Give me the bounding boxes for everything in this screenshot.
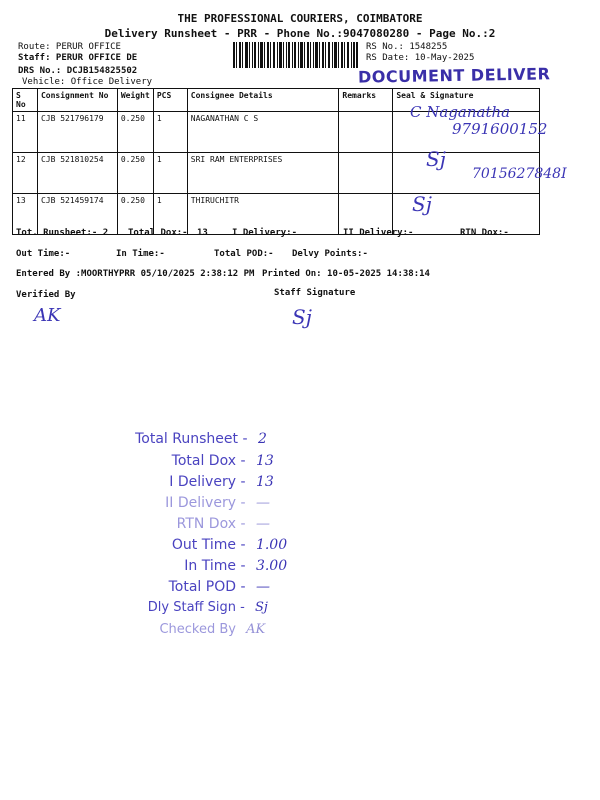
- row12-sig-phone: 7015627848I: [472, 166, 567, 182]
- cell-remarks: [339, 153, 393, 194]
- row12-sig-name: Sj: [426, 147, 446, 171]
- stamp-line-value: 13: [255, 453, 274, 469]
- stamp-line-label: RTN Dox: [176, 516, 236, 532]
- cell-pcs: 1: [153, 194, 187, 235]
- cell-sno: 12: [13, 153, 38, 194]
- cell-consignment: CJB 521796179: [37, 112, 117, 153]
- cell-sno: 13: [13, 194, 38, 235]
- stamp-line: In Time - 3.00: [148, 558, 287, 574]
- printed-on: Printed On: 10-05-2025 14:38:14: [262, 269, 430, 279]
- row11-sig-phone: 9791600152: [452, 120, 548, 138]
- rs-date: RS Date: 10-May-2025: [366, 53, 475, 63]
- stamp-line-value: 2: [257, 431, 267, 447]
- tot-runsheet: Tot. Runsheet:- 2: [16, 228, 109, 238]
- total-pod: Total POD:-: [214, 249, 274, 259]
- verified-by-label: Verified By: [16, 290, 76, 300]
- stamp-line: Total POD - —: [148, 579, 270, 595]
- cell-weight: 0.250: [117, 153, 153, 194]
- staff-label: Staff: PERUR OFFICE DE: [18, 53, 138, 63]
- stamp-line-label: Checked By: [159, 622, 236, 637]
- cell-consignee: NAGANATHAN C S: [187, 112, 339, 153]
- stamp-line-value: 13: [255, 474, 274, 490]
- vehicle-label: Vehicle: Office Delivery: [22, 77, 153, 87]
- delvy-points: Delvy Points:-: [292, 249, 368, 259]
- stamp-line-value: Sj: [254, 600, 268, 615]
- stamp-line-value: AK: [246, 622, 266, 637]
- route-label: Route: PERUR OFFICE: [18, 42, 121, 52]
- i-delivery: I Delivery:-: [232, 228, 298, 238]
- col-consignee: Consignee Details: [187, 89, 339, 112]
- verified-by-signature: AK: [34, 305, 61, 326]
- stamp-line: Total Runsheet - 2: [128, 431, 267, 447]
- stamp-line-value: —: [255, 495, 270, 511]
- col-consignment: Consignment No: [37, 89, 117, 112]
- ii-delivery: II Delivery:-: [343, 228, 414, 238]
- stamp-line-label: In Time: [184, 558, 236, 574]
- stamp-line: [138, 622, 265, 637]
- stamp-line-value: 3.00: [255, 558, 288, 574]
- cell-consignment: CJB 521810254: [37, 153, 117, 194]
- rs-number: RS No.: 1548255: [366, 42, 448, 52]
- cell-pcs: 1: [153, 112, 187, 153]
- stamp-line-label: II Delivery: [165, 495, 236, 511]
- in-time: In Time:-: [116, 249, 165, 259]
- col-remarks: Remarks: [339, 89, 393, 112]
- stamp-line-value: 1.00: [255, 537, 288, 553]
- staff-signature-mark: Sj: [292, 305, 312, 329]
- stamp-line-label: Total POD: [168, 579, 236, 595]
- table-row: [13, 153, 540, 194]
- runsheet-title: Delivery Runsheet - PRR - Phone No.:9047080280 - Page No.:2: [104, 27, 496, 40]
- cell-weight: 0.250: [117, 194, 153, 235]
- entered-by: Entered By :MOORTHYPRR 05/10/2025 2:38:12 PM: [16, 269, 255, 279]
- stamp-line: II Delivery - —: [148, 495, 270, 511]
- document-delivered-stamp: DOCUMENT DELIVER: [357, 64, 551, 87]
- total-dox-value: 13: [197, 228, 208, 238]
- cell-consignee: THIRUCHITR: [187, 194, 339, 235]
- cell-sno: 11: [13, 112, 38, 153]
- stamp-line-label: Total Dox: [171, 453, 236, 469]
- stamp-line-label: I Delivery: [169, 474, 236, 490]
- barcode-image: [233, 42, 358, 68]
- stamp-line: I Delivery - 13: [148, 474, 274, 490]
- stamp-line: RTN Dox - —: [148, 516, 270, 532]
- company-name: THE PROFESSIONAL COURIERS, COIMBATORE: [177, 12, 423, 25]
- col-seal-signature: Seal & Signature: [393, 89, 540, 112]
- stamp-line-label: Total Runsheet: [135, 431, 238, 447]
- stamp-line: Total Dox - 13: [148, 453, 274, 469]
- stamp-line-label: Dly Staff Sign: [147, 600, 236, 615]
- cell-consignment: CJB 521459174: [37, 194, 117, 235]
- col-pcs: PCS: [153, 89, 187, 112]
- out-time: Out Time:-: [16, 249, 71, 259]
- stamp-line-value: —: [255, 579, 270, 595]
- staff-signature-label: Staff Signature: [274, 288, 356, 298]
- cell-pcs: 1: [153, 153, 187, 194]
- total-dox-label: Total Dox:-: [128, 228, 188, 238]
- stamp-line-label: Out Time: [171, 537, 236, 553]
- drs-number: DRS No.: DCJB154825502: [18, 66, 138, 76]
- row13-sig-name: Sj: [412, 192, 432, 216]
- cell-consignee: SRI RAM ENTERPRISES: [187, 153, 339, 194]
- stamp-line: Dly Staff Sign - Sj: [138, 600, 268, 615]
- rtn-dox: RTN Dox:-: [460, 228, 509, 238]
- col-weight: Weight: [117, 89, 153, 112]
- stamp-line: Out Time - 1.00: [148, 537, 287, 553]
- cell-weight: 0.250: [117, 112, 153, 153]
- row11-sig-name: C Naganatha: [410, 103, 511, 121]
- cell-remarks: [339, 112, 393, 153]
- stamp-line-value: —: [255, 516, 270, 532]
- col-sno: S No: [13, 89, 38, 112]
